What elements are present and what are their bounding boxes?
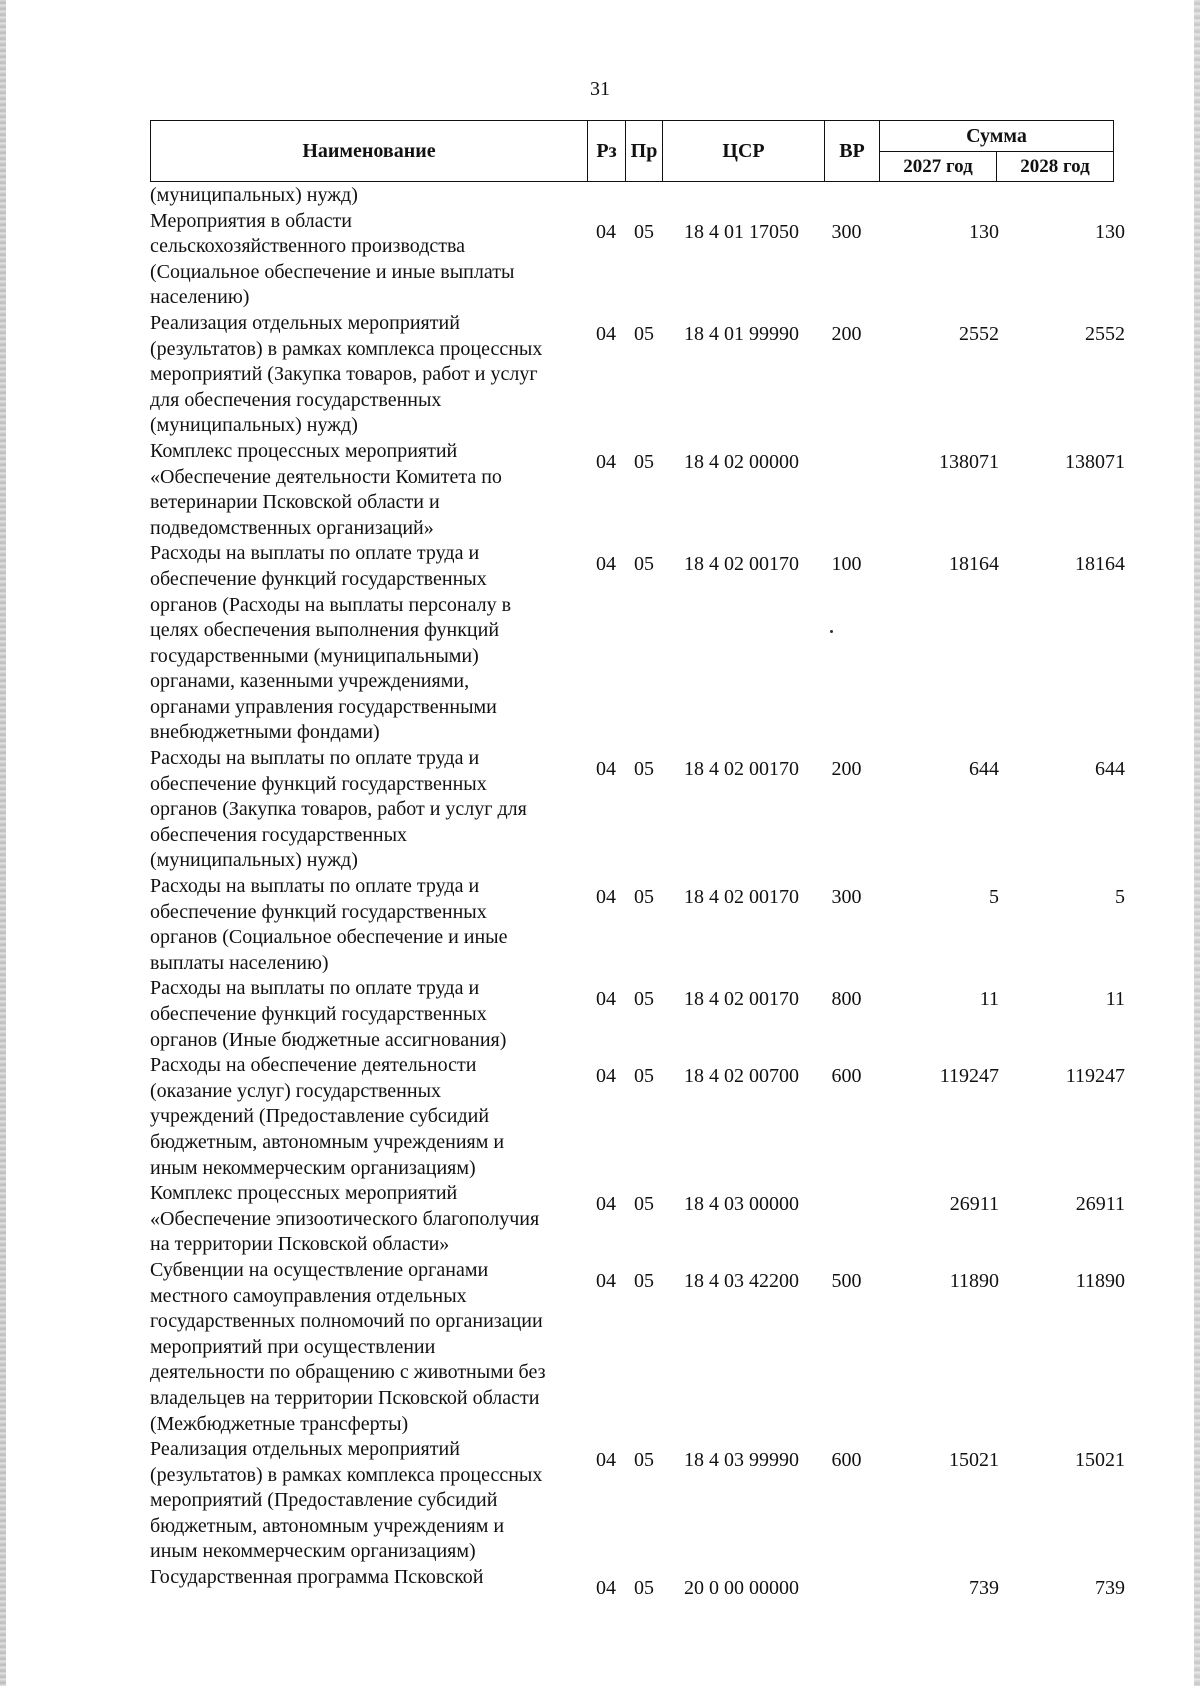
cell-csr: 18 4 02 00700	[684, 1065, 799, 1088]
name-line: органов (Расходы на выплаты персоналу в	[150, 593, 512, 616]
cell-csr: 20 0 00 00000	[684, 1577, 799, 1600]
header-rz: Рз	[588, 121, 626, 182]
name-line: мероприятий (Предоставление субсидий	[150, 1489, 498, 1512]
cell-rz: 04	[596, 1269, 616, 1292]
table-row	[150, 1053, 1125, 1181]
cell-pr: 05	[634, 1193, 654, 1216]
cell-rz: 04	[596, 1577, 616, 1600]
cell-name	[150, 183, 580, 209]
header-year-2027: 2027 год	[880, 152, 997, 182]
cell-pr: 05	[634, 553, 654, 576]
cell-sum-2027	[874, 183, 999, 209]
cell-sum-2028: 130	[1095, 220, 1125, 243]
name-line: выплаты населению)	[150, 951, 329, 974]
page-number: 31	[590, 78, 610, 100]
cell-rz: 04	[596, 886, 616, 909]
name-line: учреждений (Предоставление субсидий	[150, 1105, 490, 1128]
cell-pr: 05	[634, 322, 654, 345]
name-line: Комплекс процессных мероприятий	[150, 1182, 458, 1205]
cell-sum-2028: 119247	[1065, 1065, 1125, 1088]
cell-pr: 05	[634, 1065, 654, 1088]
cell-name	[150, 976, 580, 1053]
cell-csr: 18 4 01 99990	[684, 322, 799, 345]
header-vr: ВР	[825, 121, 880, 182]
name-line: внебюджетными фондами)	[150, 721, 380, 744]
name-line: обеспечение функций государственных	[150, 900, 487, 923]
header-pr: Пр	[626, 121, 663, 182]
name-line: Расходы на выплаты по оплате труда и	[150, 542, 480, 565]
cell-name	[150, 874, 580, 976]
cell-sum-2027: 11	[979, 988, 999, 1011]
cell-vr	[819, 439, 874, 541]
scan-edge-left	[0, 0, 6, 1686]
name-line: «Обеспечение эпизоотического благополучия	[150, 1207, 540, 1230]
name-line: органами управления государственными	[150, 695, 497, 718]
name-line: обеспечение функций государственных	[150, 1003, 487, 1025]
name-line: (результатов) в рамках комплекса процессных	[150, 337, 543, 360]
name-line: (результатов) в рамках комплекса процессных	[150, 1463, 543, 1486]
cell-name	[150, 1437, 580, 1565]
cell-csr: 18 4 01 17050	[684, 220, 799, 243]
table-row	[150, 541, 1125, 746]
name-line: Расходы на выплаты по оплате труда и	[150, 875, 480, 898]
cell-sum-2027: 2552	[959, 322, 999, 345]
cell-vr: 200	[831, 758, 862, 781]
cell-pr: 05	[634, 1269, 654, 1292]
cell-name	[150, 1565, 580, 1602]
name-line: иным некоммерческим организациям)	[150, 1156, 476, 1179]
name-line: владельцев на территории Псковской области	[150, 1386, 540, 1409]
name-line: органов (Социальное обеспечение и иные	[150, 926, 508, 949]
name-line: Расходы на обеспечение деятельности	[150, 1054, 477, 1077]
cell-rz: 04	[596, 1193, 616, 1216]
table-row	[150, 439, 1125, 541]
cell-csr: 18 4 03 99990	[684, 1449, 799, 1472]
cell-vr: 600	[831, 1065, 862, 1088]
cell-sum-2027: 5	[989, 886, 999, 909]
cell-sum-2028: 644	[1095, 758, 1125, 781]
cell-vr: 100	[831, 553, 862, 576]
table-header	[150, 120, 1114, 182]
name-line: Субвенции на осуществление органами	[150, 1258, 489, 1281]
cell-csr: 18 4 03 42200	[684, 1269, 799, 1292]
name-line: (Межбюджетные трансферты)	[150, 1412, 409, 1435]
cell-csr: 18 4 02 00000	[684, 450, 799, 473]
cell-name	[150, 1053, 580, 1181]
cell-csr: 18 4 02 00170	[684, 988, 799, 1011]
header-sum: Сумма	[880, 121, 1114, 152]
cell-sum-2027: 18164	[949, 553, 999, 576]
cell-rz: 04	[596, 553, 616, 576]
cell-name	[150, 1258, 580, 1437]
name-line: Комплекс процессных мероприятий	[150, 439, 458, 462]
name-line: органов (Закупка товаров, работ и услуг для	[150, 798, 527, 821]
cell-rz: 04	[596, 220, 616, 243]
name-line: (муниципальных) нужд)	[150, 184, 358, 206]
cell-sum-2028: 26911	[1075, 1193, 1125, 1216]
cell-pr: 05	[634, 1449, 654, 1472]
cell-vr	[819, 183, 874, 209]
cell-rz: 04	[596, 1449, 616, 1472]
name-line: Государственная программа Псковской	[150, 1566, 484, 1589]
cell-pr: 05	[634, 1577, 654, 1600]
cell-pr: 05	[634, 886, 654, 909]
scan-edge-right	[1194, 0, 1200, 1686]
cell-pr: 05	[634, 988, 654, 1011]
name-line: мероприятий при осуществлении	[150, 1335, 436, 1358]
cell-sum-2027: 15021	[949, 1449, 999, 1472]
name-line: Расходы на выплаты по оплате труда и	[150, 977, 480, 1000]
cell-csr: 18 4 03 00000	[684, 1193, 799, 1216]
name-line: на территории Псковской области»	[150, 1233, 450, 1256]
cell-name	[150, 541, 580, 746]
cell-sum-2027: 11890	[949, 1269, 999, 1292]
cell-sum-2028	[999, 183, 1125, 209]
name-line: Мероприятия в области	[150, 209, 352, 232]
table-row	[150, 1181, 1125, 1258]
table-row	[150, 1258, 1125, 1437]
cell-vr: 300	[831, 886, 862, 909]
cell-rz	[580, 183, 624, 209]
cell-sum-2028: 18164	[1075, 553, 1125, 576]
name-line: бюджетным, автономным учреждениям и	[150, 1130, 505, 1153]
table-row	[150, 976, 1125, 1053]
header-name: Наименование	[151, 121, 588, 182]
cell-rz: 04	[596, 758, 616, 781]
cell-name	[150, 1181, 580, 1258]
name-line: мероприятий (Закупка товаров, работ и услуг	[150, 363, 538, 386]
cell-csr: 18 4 02 00170	[684, 553, 799, 576]
name-line: обеспечение функций государственных	[150, 567, 487, 590]
cell-sum-2027: 119247	[939, 1065, 999, 1088]
table-row	[150, 1565, 1125, 1602]
name-line: ветеринарии Псковской области и	[150, 491, 440, 514]
cell-vr	[819, 1565, 874, 1602]
name-line: (Социальное обеспечение и иные выплаты	[150, 260, 515, 283]
cell-sum-2027: 644	[969, 758, 999, 781]
cell-sum-2028: 138071	[1065, 450, 1125, 473]
table-body	[150, 183, 1125, 1602]
cell-vr: 500	[831, 1269, 862, 1292]
cell-pr: 05	[634, 220, 654, 243]
name-line: государственными (муниципальными)	[150, 644, 479, 667]
cell-vr: 800	[831, 988, 862, 1011]
table-row	[150, 874, 1125, 976]
name-line: «Обеспечение деятельности Комитета по	[150, 465, 502, 488]
name-line: населению)	[150, 286, 250, 309]
cell-sum-2028: 2552	[1085, 322, 1125, 345]
name-line: бюджетным, автономным учреждениям и	[150, 1514, 505, 1537]
cell-sum-2028: 5	[1115, 886, 1125, 909]
table-row	[150, 209, 1125, 311]
cell-rz: 04	[596, 322, 616, 345]
name-line: для обеспечения государственных	[150, 388, 442, 411]
cell-sum-2027: 26911	[949, 1193, 999, 1216]
cell-vr: 200	[831, 322, 862, 345]
cell-csr	[664, 183, 819, 209]
table-row	[150, 183, 1125, 209]
cell-rz: 04	[596, 1065, 616, 1088]
cell-rz: 04	[596, 450, 616, 473]
name-line: органами, казенными учреждениями,	[150, 670, 470, 693]
cell-csr: 18 4 02 00170	[684, 758, 799, 781]
name-line: иным некоммерческим организациям)	[150, 1540, 476, 1563]
cell-sum-2027: 739	[969, 1577, 999, 1600]
cell-sum-2028: 11890	[1075, 1269, 1125, 1292]
cell-sum-2027: 130	[969, 220, 999, 243]
name-line: обеспечение функций государственных	[150, 772, 487, 795]
table-row	[150, 746, 1125, 874]
name-line: органов (Иные бюджетные ассигнования)	[150, 1028, 507, 1051]
name-line: сельскохозяйственного производства	[150, 235, 466, 258]
cell-sum-2028: 11	[1105, 988, 1125, 1011]
scan-speck	[830, 630, 833, 633]
cell-name	[150, 746, 580, 874]
name-line: (оказание услуг) государственных	[150, 1079, 442, 1102]
cell-name	[150, 311, 580, 439]
name-line: Реализация отдельных мероприятий	[150, 1438, 460, 1461]
name-line: Расходы на выплаты по оплате труда и	[150, 747, 480, 770]
cell-name	[150, 439, 580, 541]
name-line: Реализация отдельных мероприятий	[150, 311, 460, 334]
cell-pr	[624, 183, 664, 209]
name-line: обеспечения государственных	[150, 823, 408, 846]
name-line: местного самоуправления отдельных	[150, 1284, 467, 1307]
cell-rz: 04	[596, 988, 616, 1011]
cell-name	[150, 209, 580, 311]
name-line: подведомственных организаций»	[150, 516, 434, 539]
cell-vr: 300	[831, 220, 862, 243]
cell-sum-2028: 739	[1095, 1577, 1125, 1600]
budget-table	[150, 183, 1125, 1602]
name-line: государственных полномочий по организации	[150, 1310, 543, 1333]
cell-vr	[819, 1181, 874, 1258]
cell-sum-2028: 15021	[1075, 1449, 1125, 1472]
name-line: (муниципальных) нужд)	[150, 414, 358, 437]
table-row	[150, 1437, 1125, 1565]
cell-pr: 05	[634, 450, 654, 473]
table-row	[150, 311, 1125, 439]
header-csr: ЦСР	[663, 121, 825, 182]
header-year-2028: 2028 год	[997, 152, 1114, 182]
name-line: деятельности по обращению с животными без	[150, 1361, 546, 1384]
cell-pr: 05	[634, 758, 654, 781]
cell-sum-2027: 138071	[939, 450, 999, 473]
name-line: целях обеспечения выполнения функций	[150, 619, 500, 642]
name-line: (муниципальных) нужд)	[150, 849, 358, 872]
cell-vr: 600	[831, 1449, 862, 1472]
cell-csr: 18 4 02 00170	[684, 886, 799, 909]
